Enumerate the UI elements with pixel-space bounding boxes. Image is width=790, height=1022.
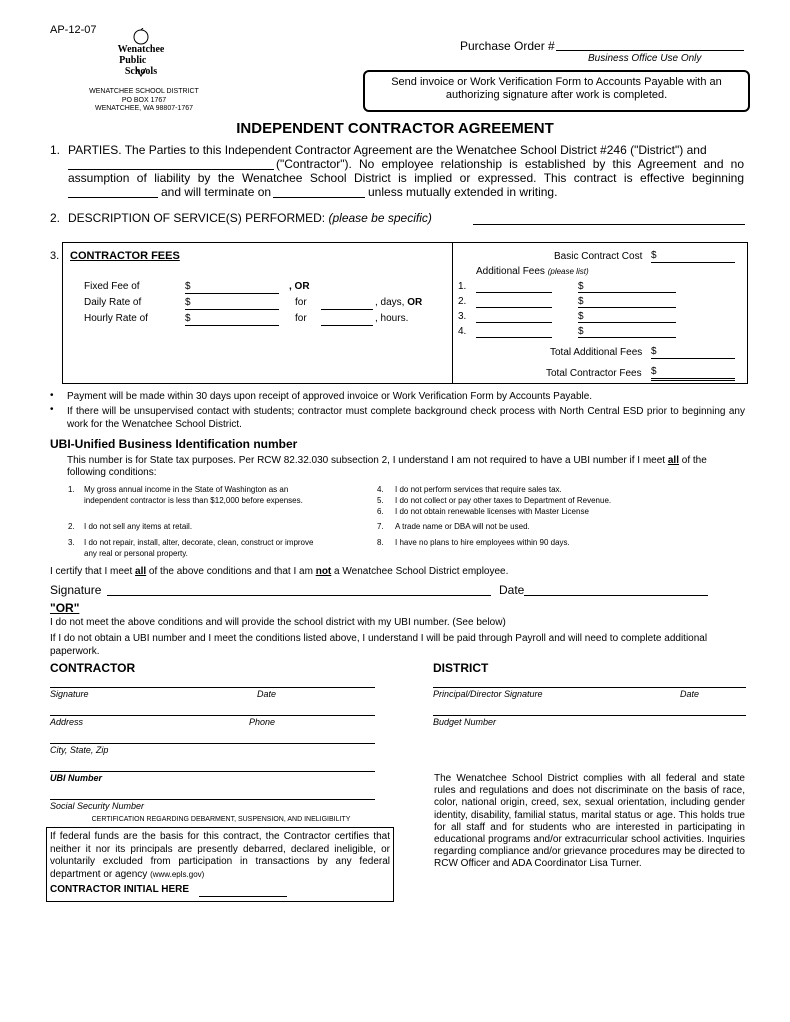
- fixed-fee-field[interactable]: [185, 293, 279, 294]
- additional-item-2-field[interactable]: [476, 307, 552, 308]
- ubi-heading: UBI-Unified Business Identification number: [50, 437, 298, 451]
- additional-item-1-dollar: $: [578, 281, 584, 292]
- hourly-rate-field[interactable]: [185, 325, 279, 326]
- additional-item-4-num: 4.: [458, 326, 467, 337]
- condition-6-text: I do not obtain renewable licenses with Master License: [395, 507, 589, 516]
- condition-3-num: 3.: [68, 538, 75, 547]
- nondiscrimination-statement: The Wenatchee School District complies with all federal and state rules and regulations and does not discriminate on the basis of race, color, national origin, creed, sex, sexual orientation, including gender identity, disability, familial status, marital status or age. This holds true for all staff and for students who are interested in participating in educational programs and/or extracurricular school activities. Inquiries regarding compliance and/or grievance procedures may be directed to RCW Officer and ADA Coordinator Lisa Turner.: [434, 773, 745, 870]
- certify-a: I certify that I meet: [50, 566, 136, 577]
- parties-line4b: unless mutually extended in writing.: [368, 185, 558, 199]
- start-date-field[interactable]: [68, 197, 158, 198]
- total-contractor-dollar: $: [651, 366, 657, 377]
- daily-rate-dollar: $: [185, 297, 191, 308]
- daily-rate-label: Daily Rate of: [84, 297, 142, 308]
- total-contractor-field[interactable]: [651, 378, 735, 381]
- additional-item-1-amount[interactable]: [578, 292, 676, 293]
- district-address: [84, 88, 204, 114]
- additional-item-1-field[interactable]: [476, 292, 552, 293]
- additional-item-2-num: 2.: [458, 296, 467, 307]
- payroll-statement: If I do not obtain a UBI number and I meet the conditions listed above, I understand I will be paid through Payroll and will need to complete additional paperwork.: [50, 633, 708, 657]
- ubi-intro-all: all: [667, 455, 679, 466]
- purchase-order-label: Purchase Order #: [460, 39, 555, 53]
- description-label: [68, 211, 432, 225]
- debarment-heading: CERTIFICATION REGARDING DEBARMENT, SUSPENSION, AND INELIGIBILITY: [91, 816, 351, 823]
- additional-item-3-field[interactable]: [476, 322, 552, 323]
- condition-5-text: I do not collect or pay other taxes to Department of Revenue.: [395, 496, 612, 505]
- bullet-payment: Payment will be made within 30 days upon receipt of approved invoice or Work Verification Form by Accounts Payable.: [67, 391, 593, 402]
- condition-1-text: My gross annual income in the State of Washington as an independent contractor is less than $12,000 before expenses.: [84, 485, 303, 505]
- hours-field[interactable]: [321, 325, 373, 326]
- logo-line1: Wenatchee: [117, 44, 165, 55]
- condition-8-num: 8.: [377, 538, 384, 547]
- condition-2-text: I do not sell any items at retail.: [84, 522, 193, 531]
- district-date-label: Date: [680, 689, 700, 699]
- fees-divider: [452, 243, 453, 383]
- ubi-signature-field[interactable]: [107, 595, 491, 596]
- description-label-text: DESCRIPTION OF SERVICE(S) PERFORMED:: [68, 211, 326, 225]
- condition-3-text: I do not repair, install, alter, decorate, clean, construct or improve any real or personal property.: [84, 538, 314, 558]
- contractor-signature-label: Signature: [50, 689, 89, 699]
- contractor-heading: CONTRACTOR: [50, 661, 136, 675]
- condition-4-text: I do not perform services that require sales tax.: [395, 485, 562, 494]
- address-line-3: WENATCHEE, WA 98807-1767: [94, 105, 194, 112]
- district-signature-label: Principal/Director Signature: [433, 689, 543, 699]
- bullet-icon: •: [50, 404, 54, 415]
- additional-fees-hint: (please list): [547, 267, 589, 276]
- days-field[interactable]: [321, 309, 373, 310]
- fees-num: 3.: [50, 250, 60, 262]
- total-additional-field[interactable]: [651, 358, 735, 359]
- contractor-address-label: Address: [50, 717, 84, 727]
- additional-item-2-amount[interactable]: [578, 307, 676, 308]
- logo-schools: Schools: [124, 66, 158, 77]
- no-meet-statement: I do not meet the above conditions and will provide the school district with my UBI number. (See below): [50, 617, 506, 628]
- contractor-city-label: City, State, Zip: [50, 745, 109, 755]
- condition-1-num: 1.: [68, 485, 75, 494]
- contractor-signature-field[interactable]: [50, 687, 375, 688]
- district-heading: DISTRICT: [433, 661, 489, 675]
- daily-rate-field[interactable]: [185, 309, 279, 310]
- condition-6-num: 6.: [377, 507, 384, 516]
- fixed-fee-or: , OR: [289, 281, 310, 292]
- page-title: INDEPENDENT CONTRACTOR AGREEMENT: [236, 120, 554, 137]
- condition-5-num: 5.: [377, 496, 384, 505]
- contractor-ubi-label: UBI Number: [50, 773, 103, 783]
- condition-7-text: A trade name or DBA will not be used.: [395, 522, 530, 531]
- contractor-phone-label: Phone: [249, 717, 276, 727]
- contractor-ssn-label: Social Security Number: [50, 801, 145, 811]
- certify-not: not: [315, 566, 332, 577]
- condition-2-num: 2.: [68, 522, 75, 531]
- form-code: AP-12-07: [50, 24, 97, 36]
- condition-4-num: 4.: [377, 485, 384, 494]
- fixed-fee-label: Fixed Fee of: [84, 281, 140, 292]
- debarment-body-a: If federal funds are the basis for this contract, the Contractor certifies that neither it nor its principals are presently debarred, declared ineligible, or voluntarily excluded from participation in transactions by any federal department or agency: [50, 831, 390, 880]
- daily-rate-for: for: [295, 297, 307, 308]
- fees-heading: CONTRACTOR FEES: [70, 250, 180, 262]
- ubi-intro-b: of the following conditions:: [67, 455, 707, 478]
- additional-fees-label: [476, 266, 589, 277]
- additional-item-4-dollar: $: [578, 326, 584, 337]
- total-additional-dollar: $: [651, 346, 657, 357]
- contractor-address-field[interactable]: [50, 715, 375, 716]
- basic-cost-dollar: $: [651, 250, 657, 261]
- or-label: "OR": [50, 601, 80, 615]
- ubi-intro-a: This number is for State tax purposes. Per RCW 82.32.030 subsection 2, I understand I am not required to have a UBI number if I meet: [67, 455, 668, 466]
- bullet-icon: •: [50, 390, 54, 401]
- basic-cost-label: Basic Contract Cost: [554, 251, 643, 262]
- hourly-rate-dollar: $: [185, 313, 191, 324]
- additional-item-2-dollar: $: [578, 296, 584, 307]
- certify-c: a Wenatchee School District employee.: [331, 566, 509, 577]
- parties-num: 1.: [50, 143, 61, 157]
- end-date-field[interactable]: [273, 197, 365, 198]
- ubi-intro: [67, 455, 747, 479]
- business-office-note: Business Office Use Only: [588, 53, 702, 64]
- debarment-body: [50, 831, 390, 881]
- certify-all: all: [135, 566, 147, 577]
- parties-line1: PARTIES. The Parties to this Independent Contractor Agreement are the Wenatchee School District #246 ("District") and: [68, 143, 707, 157]
- parties-line3: assumption of liability by the Wenatchee School District is implied or expressed. This contract is effective beginning: [68, 171, 744, 185]
- total-contractor-label: Total Contractor Fees: [546, 368, 642, 379]
- basic-cost-field[interactable]: [651, 262, 735, 263]
- daily-rate-tail: , days, OR: [375, 297, 423, 308]
- budget-number-label: Budget Number: [433, 717, 497, 727]
- parties-line2: ("Contractor"). No employee relationship is established by this Agreement and no: [276, 157, 744, 171]
- logo-line2: [108, 55, 174, 77]
- additional-item-3-dollar: $: [578, 311, 584, 322]
- contractor-city-field[interactable]: [50, 743, 375, 744]
- certify-statement: [50, 566, 508, 577]
- contractor-initial-label: CONTRACTOR INITIAL HERE: [50, 884, 190, 895]
- contractor-initial-field[interactable]: [199, 896, 287, 897]
- description-hint: (please be specific): [328, 211, 432, 225]
- additional-item-4-amount[interactable]: [578, 337, 676, 338]
- ubi-date-label: Date: [499, 583, 525, 597]
- parties-line4a: and will terminate on: [161, 185, 272, 199]
- logo-public: Public: [119, 55, 147, 66]
- description-field[interactable]: [473, 224, 745, 225]
- address-line-1: WENATCHEE SCHOOL DISTRICT: [89, 88, 199, 95]
- debarment-body-url: (www.epls.gov): [150, 869, 205, 879]
- condition-7-num: 7.: [377, 522, 384, 531]
- hourly-rate-tail: , hours.: [375, 313, 409, 324]
- debarment-box: [46, 827, 394, 902]
- additional-item-3-amount[interactable]: [578, 322, 676, 323]
- district-signature-field[interactable]: [433, 687, 746, 688]
- invoice-notice-box: [363, 70, 750, 112]
- additional-fees-text: Additional Fees: [476, 266, 545, 277]
- additional-item-3-num: 3.: [458, 311, 467, 322]
- purchase-order-field[interactable]: [556, 50, 744, 51]
- hourly-rate-label: Hourly Rate of: [84, 313, 148, 324]
- invoice-notice: Send invoice or Work Verification Form to Accounts Payable with an authorizing signature after work is completed.: [391, 76, 722, 101]
- hourly-rate-for: for: [295, 313, 307, 324]
- total-additional-label: Total Additional Fees: [550, 347, 643, 358]
- ubi-date-field[interactable]: [524, 595, 708, 596]
- additional-item-1-num: 1.: [458, 281, 467, 292]
- contractor-date-label: Date: [257, 689, 277, 699]
- contractor-ssn-field[interactable]: [50, 799, 375, 800]
- contractor-name-field[interactable]: [68, 169, 274, 170]
- additional-item-4-field[interactable]: [476, 337, 552, 338]
- district-logo: [108, 28, 174, 78]
- address-line-2: PO BOX 1767: [121, 96, 167, 104]
- ubi-signature-label: Signature: [50, 583, 102, 597]
- bullet-background-check: If there will be unsupervised contact with students; contractor must complete background check process with North Central ESD prior to beginning any work for the Wenatchee School District.: [67, 406, 745, 430]
- condition-8-text: I have no plans to hire employees within 90 days.: [395, 538, 570, 547]
- certify-b: of the above conditions and that I am: [146, 566, 316, 577]
- budget-number-field[interactable]: [433, 715, 746, 716]
- fixed-fee-dollar: $: [185, 281, 191, 292]
- contractor-ubi-field[interactable]: [50, 771, 375, 772]
- description-num: 2.: [50, 211, 61, 225]
